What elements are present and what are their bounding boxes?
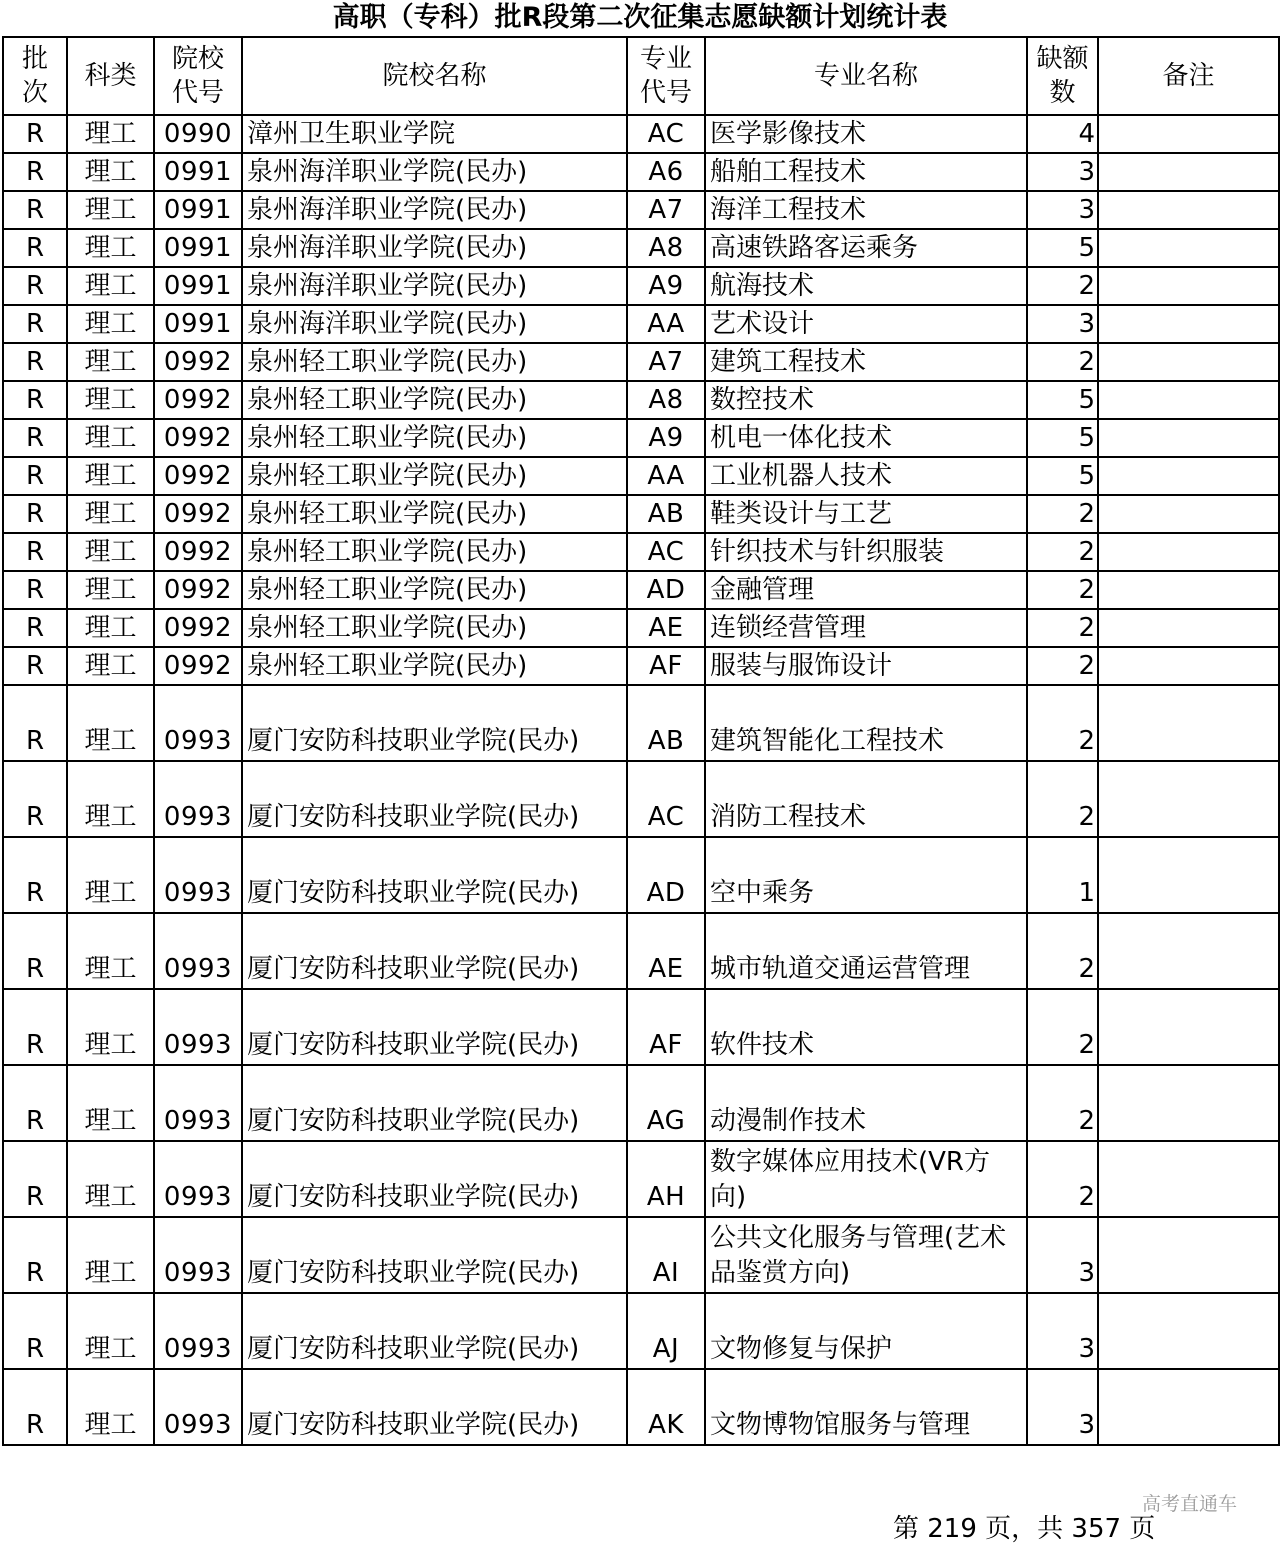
cell-major-name: 数字媒体应用技术(VR方向)	[705, 1141, 1027, 1217]
cell-major-name: 公共文化服务与管理(艺术品鉴赏方向)	[705, 1217, 1027, 1293]
cell-batch: R	[3, 191, 67, 229]
header-batch: 批次	[3, 37, 67, 115]
cell-major-code: AJ	[627, 1293, 705, 1369]
cell-category: 理工	[67, 1293, 154, 1369]
cell-vacancies: 2	[1027, 609, 1098, 647]
cell-school-code: 0992	[154, 343, 242, 381]
cell-school-name: 厦门安防科技职业学院(民办)	[242, 1065, 627, 1141]
cell-major-code: AG	[627, 1065, 705, 1141]
table-row	[3, 1293, 1279, 1369]
cell-vacancies: 2	[1027, 647, 1098, 685]
cell-note	[1098, 989, 1279, 1065]
cell-major-name: 消防工程技术	[705, 761, 1027, 837]
cell-batch: R	[3, 533, 67, 571]
cell-major-code: AC	[627, 533, 705, 571]
cell-major-name: 建筑智能化工程技术	[705, 685, 1027, 761]
cell-batch: R	[3, 381, 67, 419]
cell-major-code: AE	[627, 609, 705, 647]
cell-category: 理工	[67, 343, 154, 381]
cell-major-name: 文物修复与保护	[705, 1293, 1027, 1369]
cell-school-name: 泉州轻工职业学院(民办)	[242, 343, 627, 381]
cell-note	[1098, 913, 1279, 989]
cell-major-code: AD	[627, 571, 705, 609]
cell-batch: R	[3, 457, 67, 495]
cell-major-name: 医学影像技术	[705, 115, 1027, 153]
table-header-row	[3, 37, 1279, 115]
cell-school-name: 泉州海洋职业学院(民办)	[242, 267, 627, 305]
cell-note	[1098, 153, 1279, 191]
cell-vacancies: 2	[1027, 761, 1098, 837]
page-number: 第 219 页，共 357 页	[893, 1514, 1156, 1544]
cell-vacancies: 2	[1027, 1065, 1098, 1141]
cell-school-code: 0993	[154, 989, 242, 1065]
cell-school-code: 0993	[154, 685, 242, 761]
cell-batch: R	[3, 609, 67, 647]
cell-batch: R	[3, 419, 67, 457]
cell-school-name: 厦门安防科技职业学院(民办)	[242, 1369, 627, 1445]
cell-school-code: 0992	[154, 381, 242, 419]
cell-note	[1098, 1369, 1279, 1445]
header-school-code: 院校代号	[154, 37, 242, 115]
cell-major-code: A7	[627, 191, 705, 229]
cell-vacancies: 3	[1027, 305, 1098, 343]
cell-major-name: 鞋类设计与工艺	[705, 495, 1027, 533]
cell-category: 理工	[67, 989, 154, 1065]
cell-vacancies: 2	[1027, 267, 1098, 305]
cell-note	[1098, 1141, 1279, 1217]
cell-major-code: AA	[627, 457, 705, 495]
cell-school-name: 漳州卫生职业学院	[242, 115, 627, 153]
cell-major-name: 服装与服饰设计	[705, 647, 1027, 685]
cell-category: 理工	[67, 1369, 154, 1445]
cell-batch: R	[3, 1369, 67, 1445]
cell-major-code: AA	[627, 305, 705, 343]
cell-major-code: AB	[627, 685, 705, 761]
cell-category: 理工	[67, 381, 154, 419]
cell-category: 理工	[67, 533, 154, 571]
cell-school-name: 泉州轻工职业学院(民办)	[242, 609, 627, 647]
cell-batch: R	[3, 1293, 67, 1369]
cell-school-name: 厦门安防科技职业学院(民办)	[242, 837, 627, 913]
table-row	[3, 1065, 1279, 1141]
cell-school-name: 泉州轻工职业学院(民办)	[242, 571, 627, 609]
cell-batch: R	[3, 913, 67, 989]
header-note: 备注	[1098, 37, 1279, 115]
table-row	[3, 1369, 1279, 1445]
table-row	[3, 495, 1279, 533]
cell-school-code: 0992	[154, 495, 242, 533]
cell-note	[1098, 381, 1279, 419]
table-row	[3, 761, 1279, 837]
table-row	[3, 571, 1279, 609]
cell-note	[1098, 609, 1279, 647]
cell-school-code: 0993	[154, 1065, 242, 1141]
table-row	[3, 153, 1279, 191]
cell-note	[1098, 457, 1279, 495]
header-vacancies: 缺额数	[1027, 37, 1098, 115]
cell-school-code: 0993	[154, 913, 242, 989]
cell-major-code: AH	[627, 1141, 705, 1217]
cell-school-name: 泉州海洋职业学院(民办)	[242, 305, 627, 343]
cell-major-name: 航海技术	[705, 267, 1027, 305]
table-row	[3, 419, 1279, 457]
cell-category: 理工	[67, 495, 154, 533]
cell-note	[1098, 1065, 1279, 1141]
cell-vacancies: 3	[1027, 1293, 1098, 1369]
cell-vacancies: 1	[1027, 837, 1098, 913]
cell-school-code: 0992	[154, 419, 242, 457]
cell-school-code: 0992	[154, 609, 242, 647]
cell-major-code: A8	[627, 229, 705, 267]
table-row	[3, 647, 1279, 685]
cell-school-name: 泉州轻工职业学院(民办)	[242, 457, 627, 495]
cell-note	[1098, 229, 1279, 267]
cell-major-name: 数控技术	[705, 381, 1027, 419]
cell-note	[1098, 761, 1279, 837]
cell-school-name: 厦门安防科技职业学院(民办)	[242, 761, 627, 837]
cell-major-code: AK	[627, 1369, 705, 1445]
cell-school-name: 泉州海洋职业学院(民办)	[242, 153, 627, 191]
cell-major-code: AD	[627, 837, 705, 913]
cell-category: 理工	[67, 837, 154, 913]
table-row	[3, 837, 1279, 913]
cell-major-name: 船舶工程技术	[705, 153, 1027, 191]
cell-batch: R	[3, 1217, 67, 1293]
cell-school-code: 0993	[154, 1369, 242, 1445]
cell-note	[1098, 533, 1279, 571]
table-row	[3, 457, 1279, 495]
cell-batch: R	[3, 229, 67, 267]
cell-school-code: 0993	[154, 1141, 242, 1217]
cell-school-code: 0992	[154, 571, 242, 609]
cell-category: 理工	[67, 305, 154, 343]
cell-major-code: AF	[627, 647, 705, 685]
cell-batch: R	[3, 305, 67, 343]
cell-school-name: 泉州轻工职业学院(民办)	[242, 381, 627, 419]
cell-vacancies: 3	[1027, 191, 1098, 229]
cell-category: 理工	[67, 229, 154, 267]
cell-vacancies: 3	[1027, 1217, 1098, 1293]
cell-batch: R	[3, 267, 67, 305]
cell-batch: R	[3, 685, 67, 761]
header-category: 科类	[67, 37, 154, 115]
table-row	[3, 343, 1279, 381]
cell-major-code: AB	[627, 495, 705, 533]
cell-major-name: 金融管理	[705, 571, 1027, 609]
cell-school-code: 0991	[154, 305, 242, 343]
cell-category: 理工	[67, 647, 154, 685]
cell-major-name: 连锁经营管理	[705, 609, 1027, 647]
cell-major-code: A7	[627, 343, 705, 381]
cell-major-name: 艺术设计	[705, 305, 1027, 343]
table-row	[3, 115, 1279, 153]
cell-school-code: 0993	[154, 761, 242, 837]
cell-batch: R	[3, 153, 67, 191]
cell-major-code: AC	[627, 115, 705, 153]
cell-note	[1098, 115, 1279, 153]
cell-school-code: 0993	[154, 837, 242, 913]
cell-vacancies: 5	[1027, 457, 1098, 495]
cell-school-name: 厦门安防科技职业学院(民办)	[242, 1293, 627, 1369]
table-body	[3, 115, 1279, 1445]
cell-category: 理工	[67, 1065, 154, 1141]
cell-category: 理工	[67, 1217, 154, 1293]
cell-major-code: A9	[627, 267, 705, 305]
watermark-text: 高考直通车	[1142, 1493, 1238, 1515]
cell-school-code: 0991	[154, 153, 242, 191]
cell-school-name: 泉州轻工职业学院(民办)	[242, 533, 627, 571]
cell-note	[1098, 305, 1279, 343]
cell-note	[1098, 343, 1279, 381]
header-major-name: 专业名称	[705, 37, 1027, 115]
cell-school-name: 厦门安防科技职业学院(民办)	[242, 1217, 627, 1293]
cell-category: 理工	[67, 267, 154, 305]
cell-school-code: 0992	[154, 533, 242, 571]
cell-vacancies: 3	[1027, 153, 1098, 191]
cell-batch: R	[3, 115, 67, 153]
cell-note	[1098, 1217, 1279, 1293]
cell-school-code: 0990	[154, 115, 242, 153]
cell-note	[1098, 837, 1279, 913]
cell-category: 理工	[67, 191, 154, 229]
table-row	[3, 1141, 1279, 1217]
cell-batch: R	[3, 343, 67, 381]
cell-vacancies: 2	[1027, 685, 1098, 761]
cell-note	[1098, 571, 1279, 609]
table-row	[3, 381, 1279, 419]
cell-category: 理工	[67, 685, 154, 761]
cell-school-name: 厦门安防科技职业学院(民办)	[242, 989, 627, 1065]
cell-vacancies: 3	[1027, 1369, 1098, 1445]
page-title: 高职（专科）批R段第二次征集志愿缺额计划统计表	[332, 2, 948, 33]
cell-note	[1098, 685, 1279, 761]
table-row	[3, 913, 1279, 989]
cell-major-name: 工业机器人技术	[705, 457, 1027, 495]
cell-school-name: 厦门安防科技职业学院(民办)	[242, 1141, 627, 1217]
table-row	[3, 267, 1279, 305]
cell-major-name: 针织技术与针织服装	[705, 533, 1027, 571]
cell-school-name: 泉州轻工职业学院(民办)	[242, 495, 627, 533]
cell-batch: R	[3, 989, 67, 1065]
cell-school-code: 0993	[154, 1293, 242, 1369]
cell-batch: R	[3, 761, 67, 837]
cell-category: 理工	[67, 115, 154, 153]
cell-vacancies: 2	[1027, 571, 1098, 609]
cell-category: 理工	[67, 457, 154, 495]
cell-batch: R	[3, 1065, 67, 1141]
cell-major-code: AE	[627, 913, 705, 989]
cell-batch: R	[3, 1141, 67, 1217]
cell-note	[1098, 419, 1279, 457]
cell-vacancies: 2	[1027, 495, 1098, 533]
cell-major-code: A8	[627, 381, 705, 419]
cell-school-name: 厦门安防科技职业学院(民办)	[242, 913, 627, 989]
cell-major-code: AC	[627, 761, 705, 837]
cell-batch: R	[3, 647, 67, 685]
table-row	[3, 305, 1279, 343]
cell-vacancies: 2	[1027, 913, 1098, 989]
cell-school-code: 0992	[154, 647, 242, 685]
cell-category: 理工	[67, 419, 154, 457]
cell-note	[1098, 191, 1279, 229]
cell-major-name: 文物博物馆服务与管理	[705, 1369, 1027, 1445]
cell-batch: R	[3, 571, 67, 609]
cell-category: 理工	[67, 913, 154, 989]
cell-school-code: 0991	[154, 229, 242, 267]
table-row	[3, 191, 1279, 229]
cell-school-code: 0992	[154, 457, 242, 495]
table-row	[3, 229, 1279, 267]
cell-major-name: 城市轨道交通运营管理	[705, 913, 1027, 989]
cell-vacancies: 2	[1027, 989, 1098, 1065]
cell-vacancies: 5	[1027, 381, 1098, 419]
header-major-code: 专业代号	[627, 37, 705, 115]
cell-major-name: 空中乘务	[705, 837, 1027, 913]
cell-school-code: 0991	[154, 191, 242, 229]
vacancy-table	[2, 36, 1280, 1446]
cell-note	[1098, 495, 1279, 533]
cell-major-name: 建筑工程技术	[705, 343, 1027, 381]
cell-vacancies: 5	[1027, 229, 1098, 267]
cell-school-name: 泉州轻工职业学院(民办)	[242, 647, 627, 685]
cell-vacancies: 2	[1027, 1141, 1098, 1217]
cell-category: 理工	[67, 153, 154, 191]
cell-major-code: A9	[627, 419, 705, 457]
cell-major-code: A6	[627, 153, 705, 191]
cell-note	[1098, 1293, 1279, 1369]
cell-major-code: AF	[627, 989, 705, 1065]
cell-vacancies: 2	[1027, 533, 1098, 571]
table-row	[3, 533, 1279, 571]
cell-major-name: 软件技术	[705, 989, 1027, 1065]
cell-batch: R	[3, 837, 67, 913]
cell-major-name: 海洋工程技术	[705, 191, 1027, 229]
cell-category: 理工	[67, 1141, 154, 1217]
cell-school-name: 厦门安防科技职业学院(民办)	[242, 685, 627, 761]
cell-note	[1098, 647, 1279, 685]
cell-vacancies: 4	[1027, 115, 1098, 153]
cell-school-name: 泉州海洋职业学院(民办)	[242, 191, 627, 229]
table-row	[3, 609, 1279, 647]
cell-major-code: AI	[627, 1217, 705, 1293]
cell-batch: R	[3, 495, 67, 533]
table-row	[3, 1217, 1279, 1293]
cell-school-code: 0993	[154, 1217, 242, 1293]
cell-school-name: 泉州海洋职业学院(民办)	[242, 229, 627, 267]
cell-vacancies: 5	[1027, 419, 1098, 457]
table-row	[3, 685, 1279, 761]
cell-category: 理工	[67, 761, 154, 837]
cell-school-name: 泉州轻工职业学院(民办)	[242, 419, 627, 457]
cell-note	[1098, 267, 1279, 305]
table-row	[3, 989, 1279, 1065]
cell-major-name: 动漫制作技术	[705, 1065, 1027, 1141]
cell-school-code: 0991	[154, 267, 242, 305]
cell-major-name: 机电一体化技术	[705, 419, 1027, 457]
cell-vacancies: 2	[1027, 343, 1098, 381]
header-school-name: 院校名称	[242, 37, 627, 115]
cell-major-name: 高速铁路客运乘务	[705, 229, 1027, 267]
cell-category: 理工	[67, 571, 154, 609]
cell-category: 理工	[67, 609, 154, 647]
